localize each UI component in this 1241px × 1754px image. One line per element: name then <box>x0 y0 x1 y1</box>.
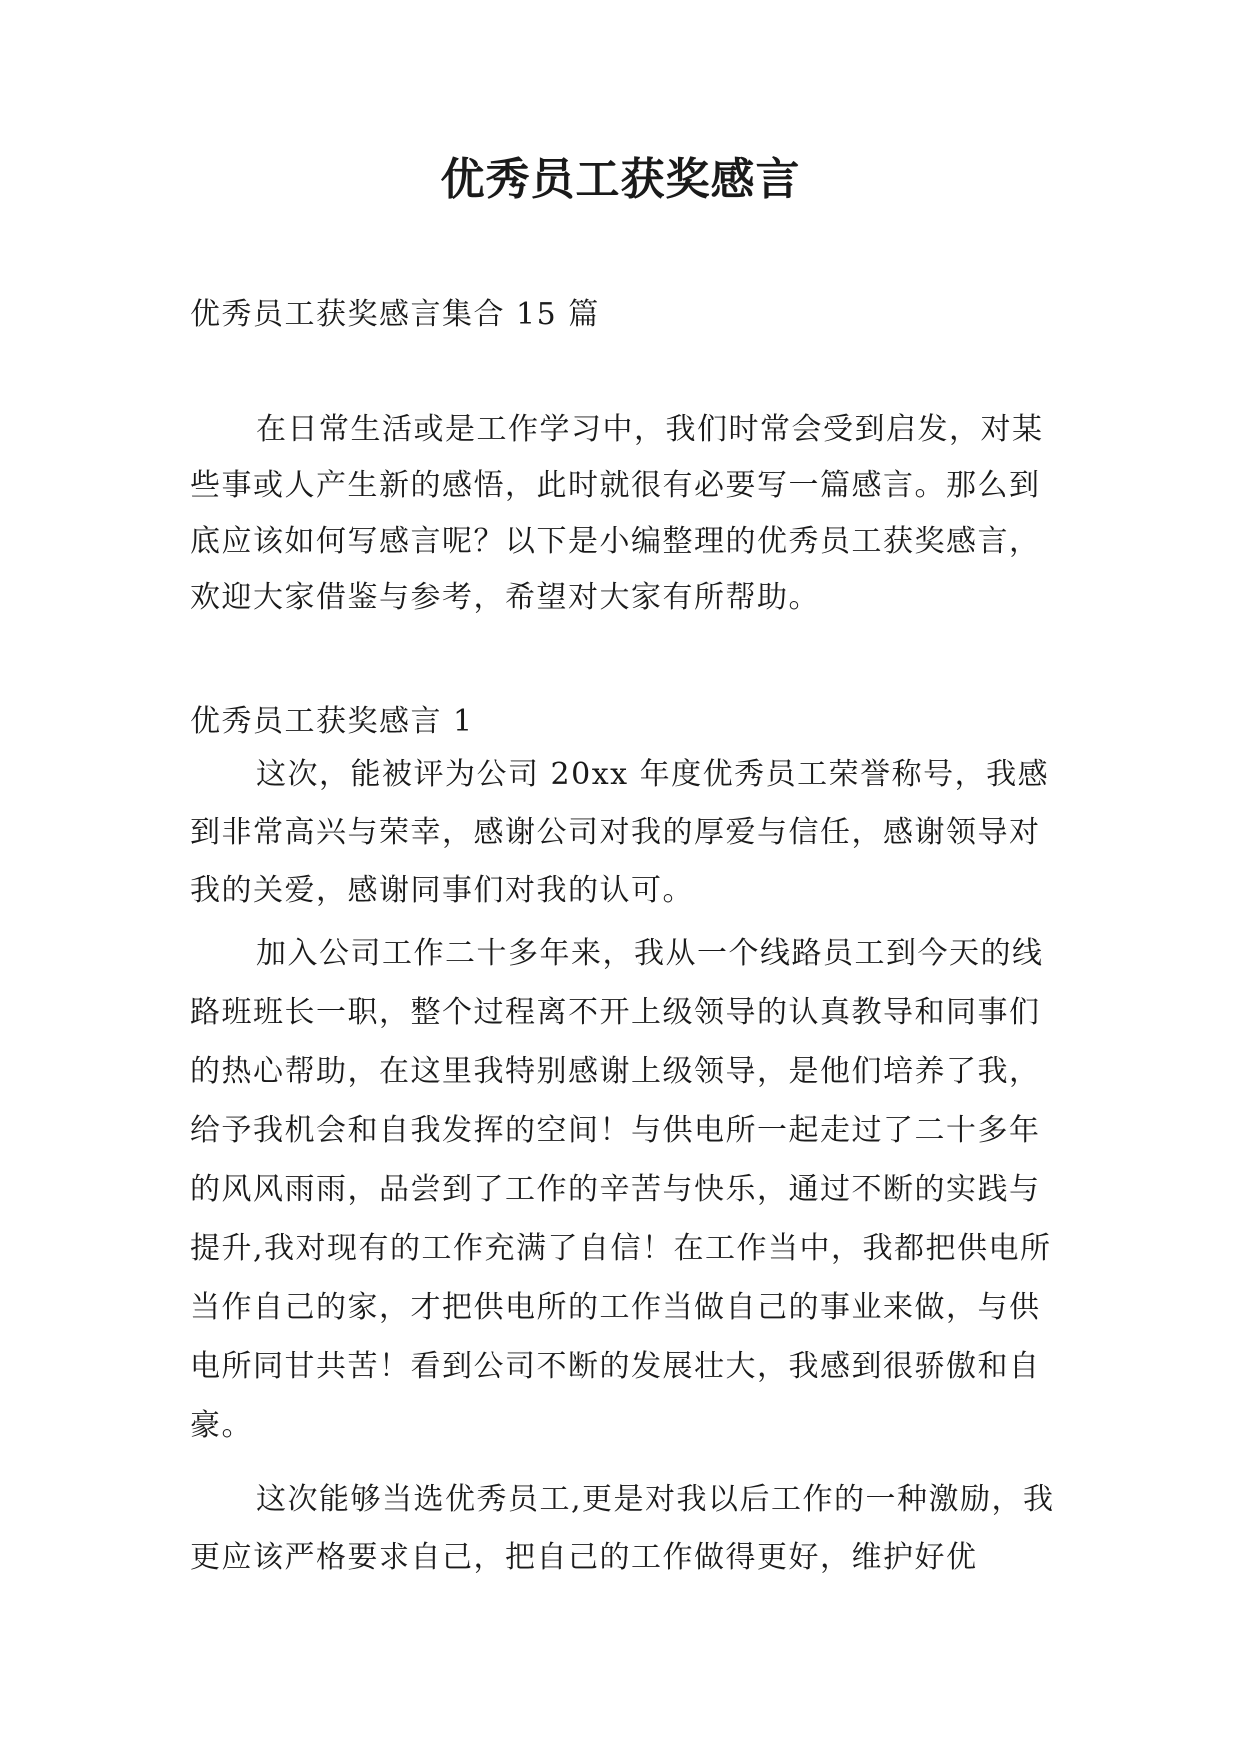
body-paragraph: 加入公司工作二十多年来，我从一个线路员工到今天的线路班班长一职，整个过程离不开上级领导的认真教导和同事们的热心帮助，在这里我特别感谢上级领导，是他们培养了我，给予我机会和自我发挥的空间！与供电所一起走过了二十多年的风风雨雨，品尝到了工作的辛苦与快乐，通过不断的实践与提升,我对现有的工作充满了自信！在工作当中，我都把供电所当作自己的家，才把供电所的工作当做自己的事业来做，与供电所同甘共苦！看到公司不断的发展壮大，我感到很骄傲和自豪。 <box>190 936 1052 1443</box>
intro-paragraph: 在日常生活或是工作学习中，我们时常会受到启发，对某些事或人产生新的感悟，此时就很有必要写一篇感言。那么到底应该如何写感言呢？以下是小编整理的优秀员工获奖感言，欢迎大家借鉴与参考，希望对大家有所帮助。 <box>190 412 1044 615</box>
body-paragraph: 这次能够当选优秀员工,更是对我以后工作的一种激励，我更应该严格要求自己，把自己的工作做得更好，维护好优 <box>190 1482 1055 1575</box>
document-subtitle: 优秀员工获奖感言集合 15 篇 <box>190 297 600 332</box>
document-title: 优秀员工获奖感言 <box>440 154 801 205</box>
body-paragraph: 这次，能被评为公司 20xx 年度优秀员工荣誉称号，我感到非常高兴与荣幸，感谢公司对我的厚爱与信任，感谢领导对我的关爱，感谢同事们对我的认可。 <box>190 757 1050 908</box>
section-heading: 优秀员工获奖感言 1 <box>190 704 474 739</box>
